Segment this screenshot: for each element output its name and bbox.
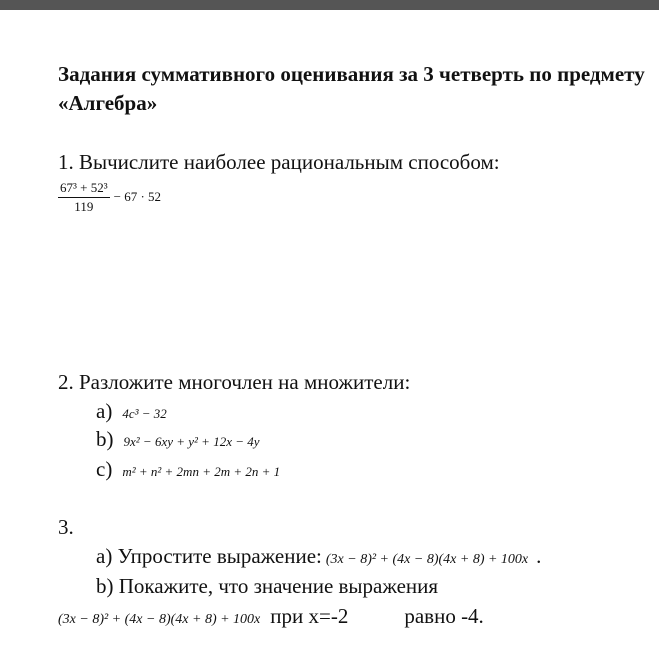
task2-item-c (96, 457, 280, 482)
task3-part-a (96, 544, 541, 569)
task3-a-text: a) Упростите выражение: (96, 544, 322, 568)
task1-text: 1. Вычислите наиболее рациональным способом: (58, 150, 500, 174)
item-label: c) (96, 457, 113, 481)
item-expression: 9x² − 6xy + y² + 12x − 4y (123, 434, 260, 449)
item-expression: m² + n² + 2mn + 2m + 2n + 1 (122, 464, 281, 479)
task1-fraction (58, 180, 110, 215)
task1-tail: − 67 · 52 (113, 189, 162, 205)
task3-b-result: равно -4. (404, 604, 484, 628)
task2-item-b (96, 427, 260, 452)
task1-numerator: 67³ + 52³ (58, 180, 110, 198)
item-label: a) (96, 399, 113, 423)
top-bar (0, 0, 659, 10)
task3-part-b-line (58, 604, 484, 629)
task2-item-a (96, 399, 167, 424)
task2-text: 2. Разложите многочлен на множители: (58, 370, 411, 394)
task3-a-end: . (536, 544, 542, 568)
task3-b-expression: (3x − 8)² + (4x − 8)(4x + 8) + 100x (58, 612, 261, 627)
task3-number: 3. (58, 515, 74, 539)
task3-a-expression: (3x − 8)² + (4x − 8)(4x + 8) + 100x (325, 552, 529, 567)
task1-expression (58, 180, 161, 215)
task3-b-text: b) Покажите, что значение выражения (96, 574, 439, 598)
document-title: Задания суммативного оценивания за 3 четверть по предмету «Алгебра» (58, 62, 645, 115)
task1-denominator: 119 (74, 199, 94, 214)
item-label: b) (96, 427, 114, 451)
task3-b-condition: при x=-2 (270, 604, 349, 628)
item-expression: 4c³ − 32 (122, 406, 167, 421)
